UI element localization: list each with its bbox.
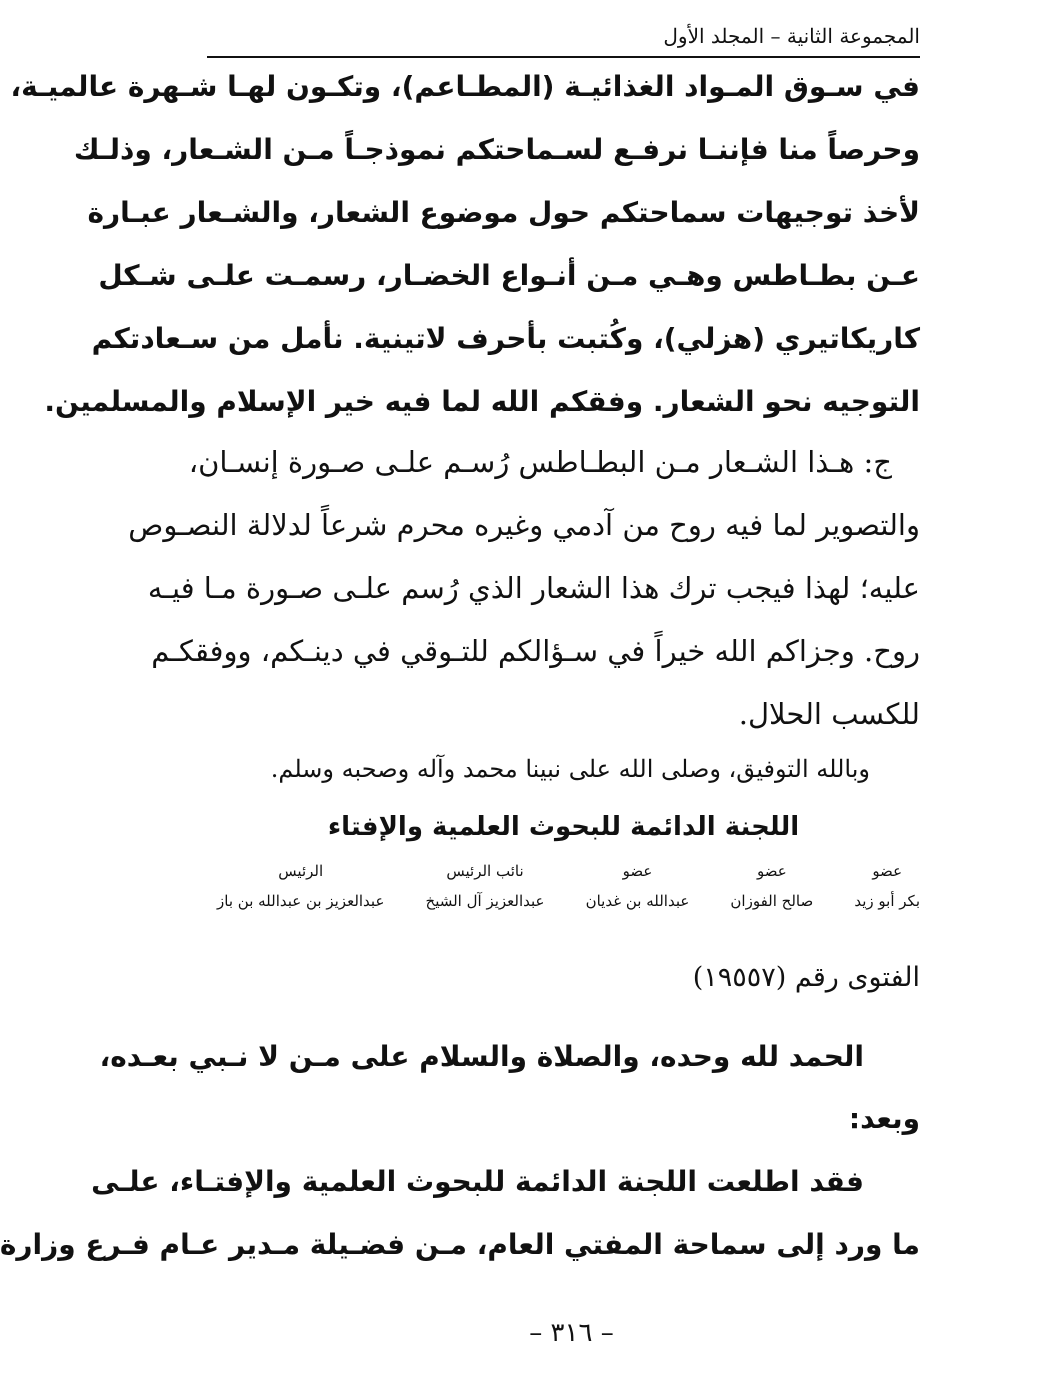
signatory: [217, 862, 384, 932]
answer-closing: وبالله التوفيق، وصلى الله على نبينا محمد وآله وصحبه وسلم.: [270, 755, 870, 783]
signatory-role: الرئيس: [278, 862, 324, 880]
signatory-role: عضو: [756, 862, 787, 880]
signatory: [730, 862, 813, 932]
answer-line: روح. وجزاكم الله خيراً في سـؤالكم للتـوقي في دينـكم، ووفقكـم: [151, 634, 920, 668]
signatory-role: نائب الرئيس: [446, 862, 524, 880]
running-header: [207, 22, 920, 58]
question-line: في سـوق المـواد الغذائيـة (المطـاعم)، وتكـون لهـا شـهرة عالميـة،: [10, 70, 920, 103]
signature-table: [217, 862, 920, 932]
signatory-role: عضو: [622, 862, 653, 880]
question-line: التوجيه نحو الشعار. وفقكم الله لما فيه خير الإسلام والمسلمين.: [44, 385, 920, 418]
answer-line: والتصوير لما فيه روح من آدمي وغيره محرم شرعاً لدلالة النصـوص: [128, 508, 920, 542]
fatwa-line: وبعد:: [848, 1102, 920, 1135]
signatory: [854, 862, 920, 932]
signatory-role: عضو: [872, 862, 903, 880]
fatwa-line: الحمد لله وحده، والصلاة والسلام على مـن لا نـبي بعـده،: [99, 1040, 864, 1073]
signatory: [426, 862, 545, 932]
signatory: [586, 862, 690, 932]
question-line: كاريكاتيري (هزلي)، وكُتبت بأحرف لاتينية. نأمل من سـعادتكم: [91, 322, 920, 355]
answer-line: للكسب الحلال.: [738, 697, 920, 731]
page-number: – ٣١٦ –: [529, 1318, 614, 1348]
header-title: المجموعة الثانية – المجلد الأول: [663, 24, 920, 48]
signatory-name: صالح الفوزان: [730, 892, 814, 910]
committee-title: اللجنة الدائمة للبحوث العلمية والإفتاء: [327, 812, 800, 842]
fatwa-line: ما ورد إلى سماحة المفتي العام، مـن فضـيلة مـدير عـام فـرع وزارة: [0, 1228, 920, 1261]
fatwa-line: فقد اطلعت اللجنة الدائمة للبحوث العلمية والإفتـاء، علـى: [91, 1165, 864, 1198]
fatwa-number: الفتوى رقم (١٩٥٥٧): [692, 962, 920, 993]
signatory-name: بكر أبو زيد: [854, 892, 920, 910]
signatory-name: عبدالعزيز بن عبدالله بن باز: [217, 892, 385, 910]
signatory-name: عبدالله بن غديان: [585, 892, 690, 910]
answer-line: ج: هـذا الشـعار مـن البطـاطس رُسـم علـى صـورة إنسـان،: [188, 445, 892, 479]
answer-line: عليه؛ لهذا فيجب ترك هذا الشعار الذي رُسم علـى صـورة مـا فيـه: [147, 571, 920, 605]
question-line: عـن بطـاطس وهـي مـن أنـواع الخضـار، رسمـت علـى شـكل: [98, 259, 920, 292]
signatory-name: عبدالعزيز آل الشيخ: [425, 892, 545, 910]
question-line: لأخذ توجيهات سماحتكم حول موضوع الشعار، والشـعار عبـارة: [87, 196, 920, 229]
question-line: وحرصاً منا فإننـا نرفـع لسـماحتكم نموذجـاً مـن الشـعار، وذلـك: [73, 133, 920, 166]
